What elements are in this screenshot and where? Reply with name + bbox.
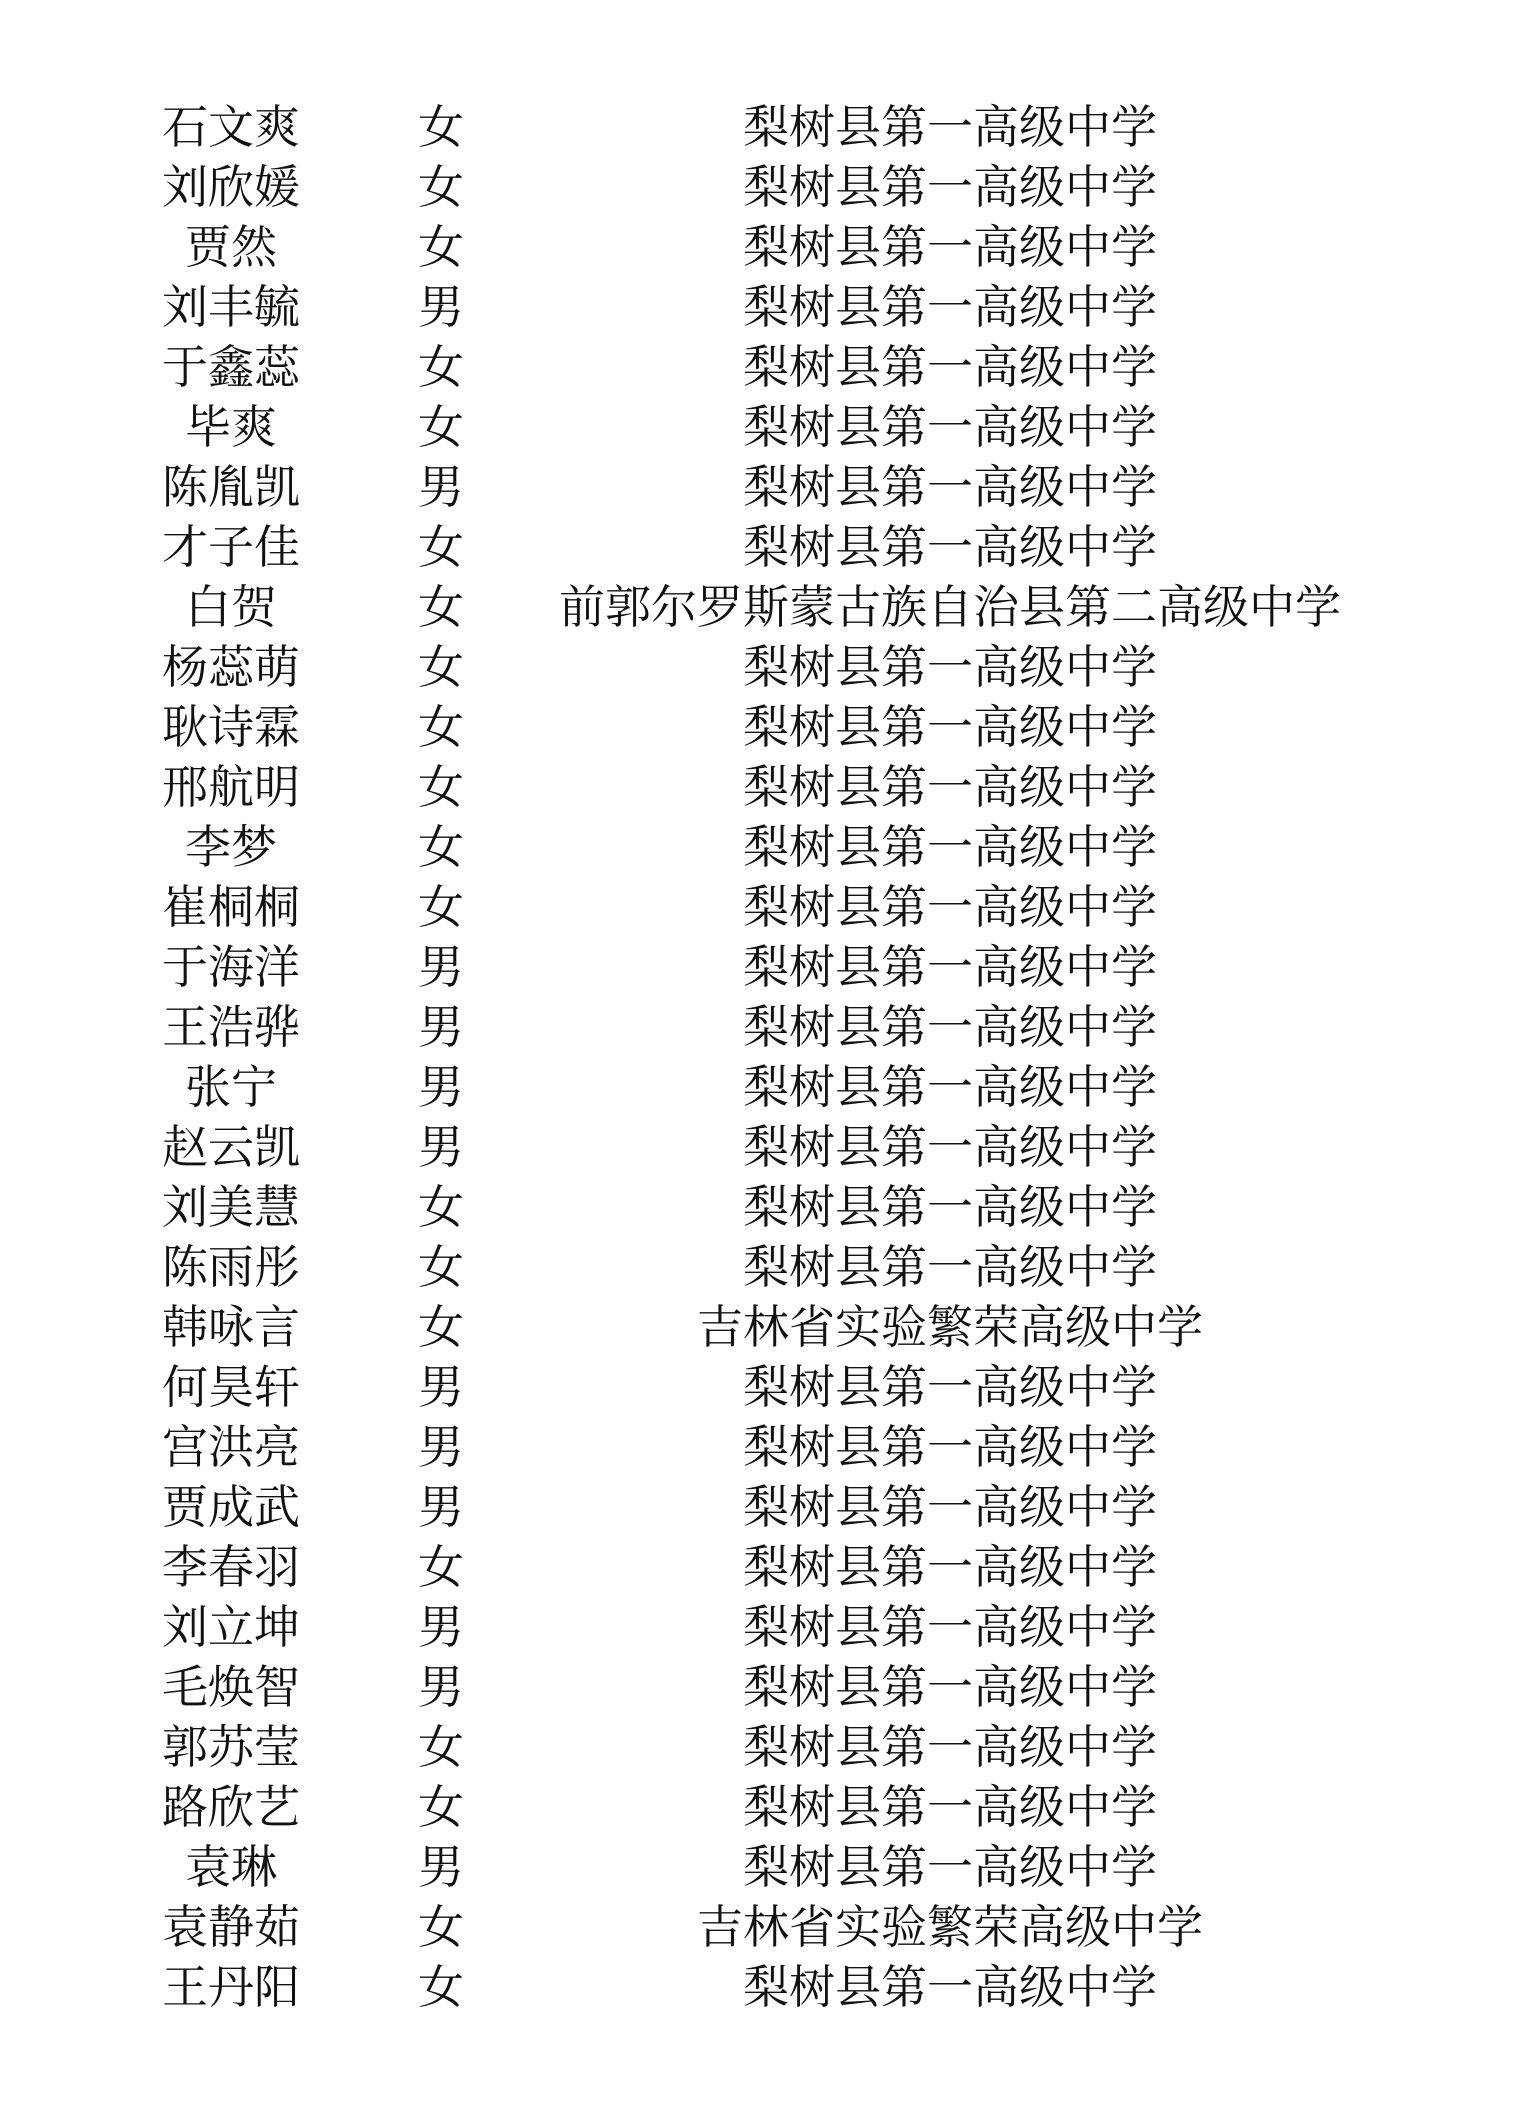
student-name: 刘欣媛 [162, 160, 300, 214]
student-school: 梨树县第一高级中学 [743, 940, 1157, 994]
roster-row [0, 1357, 1522, 1417]
roster-row [0, 1417, 1522, 1477]
student-school: 吉林省实验繁荣高级中学 [697, 1300, 1203, 1354]
student-gender: 女 [418, 760, 464, 814]
roster-row [0, 1597, 1522, 1657]
student-gender: 女 [418, 340, 464, 394]
roster-row [0, 1477, 1522, 1537]
roster-row [0, 517, 1522, 577]
student-name: 陈胤凯 [162, 460, 300, 514]
student-gender: 女 [418, 820, 464, 874]
student-school: 梨树县第一高级中学 [743, 1060, 1157, 1114]
student-gender: 男 [418, 1600, 464, 1654]
roster-row [0, 577, 1522, 637]
student-school: 梨树县第一高级中学 [743, 1480, 1157, 1534]
roster-row [0, 337, 1522, 397]
roster-row [0, 757, 1522, 817]
student-gender: 女 [418, 700, 464, 754]
student-gender: 女 [418, 400, 464, 454]
student-gender: 男 [418, 1060, 464, 1114]
roster-row [0, 217, 1522, 277]
student-gender: 女 [418, 1240, 464, 1294]
student-gender: 男 [418, 1120, 464, 1174]
student-gender: 男 [418, 1420, 464, 1474]
roster-row [0, 1717, 1522, 1777]
student-school: 梨树县第一高级中学 [743, 400, 1157, 454]
student-gender: 女 [418, 1720, 464, 1774]
student-school: 梨树县第一高级中学 [743, 100, 1157, 154]
roster-row [0, 1237, 1522, 1297]
student-school: 梨树县第一高级中学 [743, 760, 1157, 814]
student-gender: 女 [418, 640, 464, 694]
roster-row [0, 1957, 1522, 2017]
student-name: 刘美慧 [162, 1180, 300, 1234]
student-school: 梨树县第一高级中学 [743, 820, 1157, 874]
student-gender: 女 [418, 880, 464, 934]
roster-row [0, 1117, 1522, 1177]
student-name: 何昊轩 [162, 1360, 300, 1414]
student-name: 毕爽 [185, 400, 277, 454]
roster-row [0, 1837, 1522, 1897]
student-gender: 男 [418, 1660, 464, 1714]
roster-row [0, 1537, 1522, 1597]
student-name: 才子佳 [162, 520, 300, 574]
roster-row [0, 1297, 1522, 1357]
student-school: 梨树县第一高级中学 [743, 700, 1157, 754]
student-name: 袁静茹 [162, 1900, 300, 1954]
student-school: 梨树县第一高级中学 [743, 1840, 1157, 1894]
student-school: 梨树县第一高级中学 [743, 280, 1157, 334]
student-gender: 男 [418, 1000, 464, 1054]
roster-row [0, 997, 1522, 1057]
student-gender: 女 [418, 1960, 464, 2014]
roster-row [0, 1897, 1522, 1957]
roster-row [0, 1057, 1522, 1117]
student-gender: 女 [418, 1540, 464, 1594]
student-name: 刘丰毓 [162, 280, 300, 334]
student-school: 梨树县第一高级中学 [743, 460, 1157, 514]
student-name: 韩咏言 [162, 1300, 300, 1354]
student-gender: 男 [418, 280, 464, 334]
student-name: 杨蕊萌 [162, 640, 300, 694]
student-name: 于海洋 [162, 940, 300, 994]
student-roster [0, 97, 1522, 2017]
student-name: 王浩骅 [162, 1000, 300, 1054]
roster-row [0, 937, 1522, 997]
student-name: 赵云凯 [162, 1120, 300, 1174]
student-gender: 女 [418, 1180, 464, 1234]
student-school: 梨树县第一高级中学 [743, 1540, 1157, 1594]
roster-row [0, 697, 1522, 757]
student-name: 宫洪亮 [162, 1420, 300, 1474]
roster-row [0, 877, 1522, 937]
roster-row [0, 1777, 1522, 1837]
student-name: 张宁 [185, 1060, 277, 1114]
student-school: 梨树县第一高级中学 [743, 1720, 1157, 1774]
student-gender: 男 [418, 940, 464, 994]
student-gender: 男 [418, 1480, 464, 1534]
student-gender: 女 [418, 1300, 464, 1354]
student-name: 陈雨彤 [162, 1240, 300, 1294]
student-school: 梨树县第一高级中学 [743, 1420, 1157, 1474]
student-name: 毛焕智 [162, 1660, 300, 1714]
student-school: 梨树县第一高级中学 [743, 1600, 1157, 1654]
student-name: 路欣艺 [162, 1780, 300, 1834]
roster-row [0, 817, 1522, 877]
student-name: 于鑫蕊 [162, 340, 300, 394]
student-name: 贾成武 [162, 1480, 300, 1534]
student-name: 崔桐桐 [162, 880, 300, 934]
student-gender: 女 [418, 160, 464, 214]
student-name: 李春羽 [162, 1540, 300, 1594]
student-gender: 男 [418, 1360, 464, 1414]
student-gender: 女 [418, 1900, 464, 1954]
student-school: 梨树县第一高级中学 [743, 1360, 1157, 1414]
student-school: 梨树县第一高级中学 [743, 1240, 1157, 1294]
roster-row [0, 397, 1522, 457]
student-name: 耿诗霖 [162, 700, 300, 754]
roster-row [0, 157, 1522, 217]
student-name: 刘立坤 [162, 1600, 300, 1654]
student-school: 梨树县第一高级中学 [743, 1120, 1157, 1174]
roster-row [0, 277, 1522, 337]
student-name: 白贺 [185, 580, 277, 634]
student-school: 梨树县第一高级中学 [743, 160, 1157, 214]
student-gender: 女 [418, 520, 464, 574]
student-school: 梨树县第一高级中学 [743, 1000, 1157, 1054]
student-gender: 女 [418, 1780, 464, 1834]
student-school: 梨树县第一高级中学 [743, 1780, 1157, 1834]
roster-row [0, 637, 1522, 697]
roster-row [0, 97, 1522, 157]
student-name: 邢航明 [162, 760, 300, 814]
student-school: 梨树县第一高级中学 [743, 220, 1157, 274]
roster-row [0, 1657, 1522, 1717]
student-gender: 女 [418, 580, 464, 634]
student-school: 梨树县第一高级中学 [743, 1960, 1157, 2014]
student-school: 梨树县第一高级中学 [743, 520, 1157, 574]
student-name: 李梦 [185, 820, 277, 874]
student-gender: 女 [418, 220, 464, 274]
student-name: 石文爽 [162, 100, 300, 154]
student-name: 王丹阳 [162, 1960, 300, 2014]
student-school: 吉林省实验繁荣高级中学 [697, 1900, 1203, 1954]
student-school: 梨树县第一高级中学 [743, 640, 1157, 694]
student-school: 梨树县第一高级中学 [743, 340, 1157, 394]
student-name: 贾然 [185, 220, 277, 274]
student-gender: 男 [418, 1840, 464, 1894]
student-school: 梨树县第一高级中学 [743, 880, 1157, 934]
roster-row [0, 1177, 1522, 1237]
student-name: 袁琳 [185, 1840, 277, 1894]
student-school: 梨树县第一高级中学 [743, 1180, 1157, 1234]
student-gender: 女 [418, 100, 464, 154]
student-school: 前郭尔罗斯蒙古族自治县第二高级中学 [559, 580, 1341, 634]
student-school: 梨树县第一高级中学 [743, 1660, 1157, 1714]
student-name: 郭苏莹 [162, 1720, 300, 1774]
student-gender: 男 [418, 460, 464, 514]
roster-row [0, 457, 1522, 517]
